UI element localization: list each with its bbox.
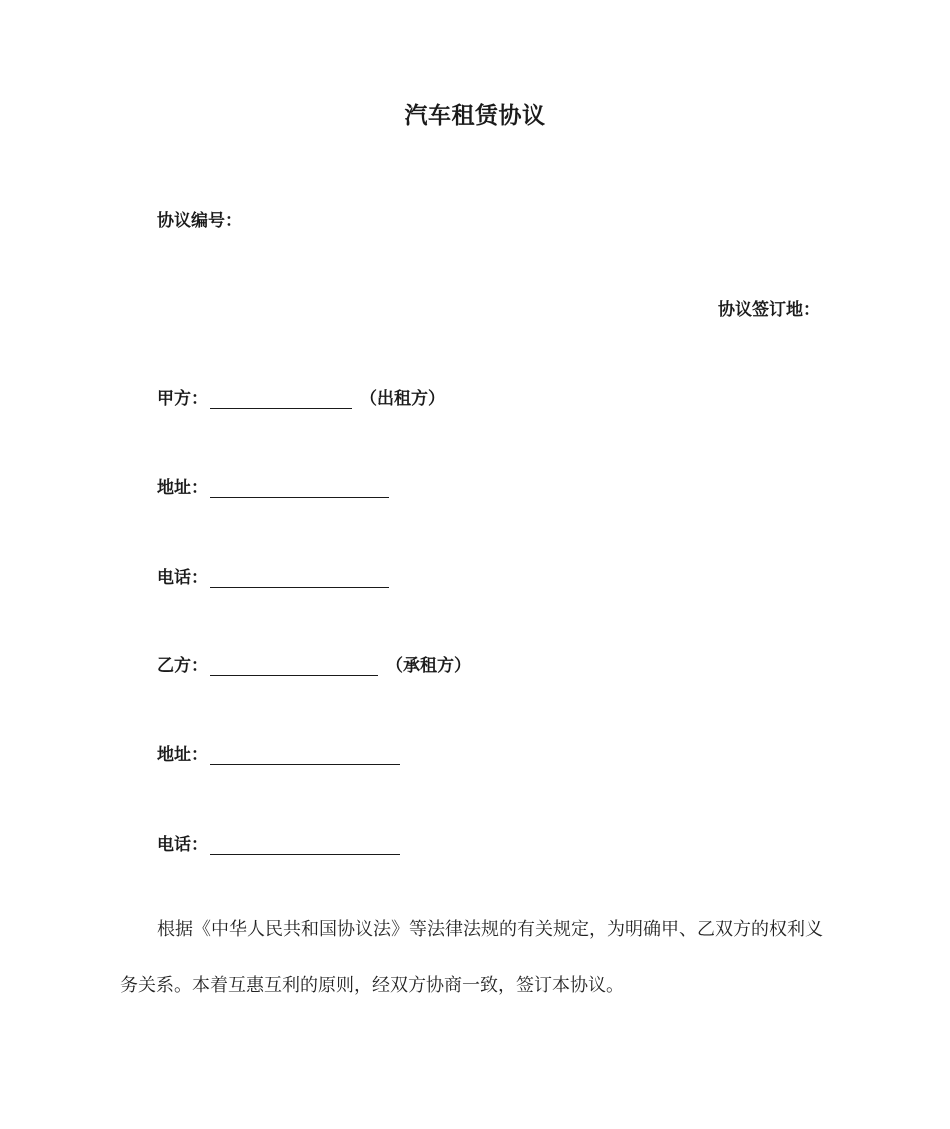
party-b-blank[interactable] (210, 657, 378, 676)
agreement-number-label: 协议编号： (157, 211, 242, 231)
party-a-row (157, 384, 445, 409)
party-b-phone-blank[interactable] (210, 836, 400, 855)
document-title: 汽车租赁协议 (404, 103, 546, 129)
party-b-address-row (157, 740, 408, 765)
party-a-address-row (157, 473, 397, 498)
party-a-address-blank[interactable] (210, 479, 389, 498)
party-a-phone-row (157, 563, 397, 588)
signing-place-label: 协议签订地： (718, 300, 820, 320)
party-b-phone-label: 电话： (157, 835, 208, 855)
party-b-role: （承租方） (386, 656, 471, 676)
party-a-blank[interactable] (210, 390, 352, 409)
party-a-phone-blank[interactable] (210, 569, 389, 588)
party-b-address-label: 地址： (157, 745, 208, 765)
party-b-phone-row (157, 830, 408, 855)
party-b-row (157, 651, 471, 676)
party-a-address-label: 地址： (157, 478, 208, 498)
preamble-paragraph: 根据《中华人民共和国协议法》等法律法规的有关规定，为明确甲、乙双方的权利义务关系。本着互惠互利的原则，经双方协商一致，签订本协议。 (120, 919, 823, 996)
party-a-role: （出租方） (360, 389, 445, 409)
party-b-address-blank[interactable] (210, 746, 400, 765)
party-b-label: 乙方： (157, 656, 208, 676)
party-a-phone-label: 电话： (157, 568, 208, 588)
party-a-label: 甲方： (157, 389, 208, 409)
